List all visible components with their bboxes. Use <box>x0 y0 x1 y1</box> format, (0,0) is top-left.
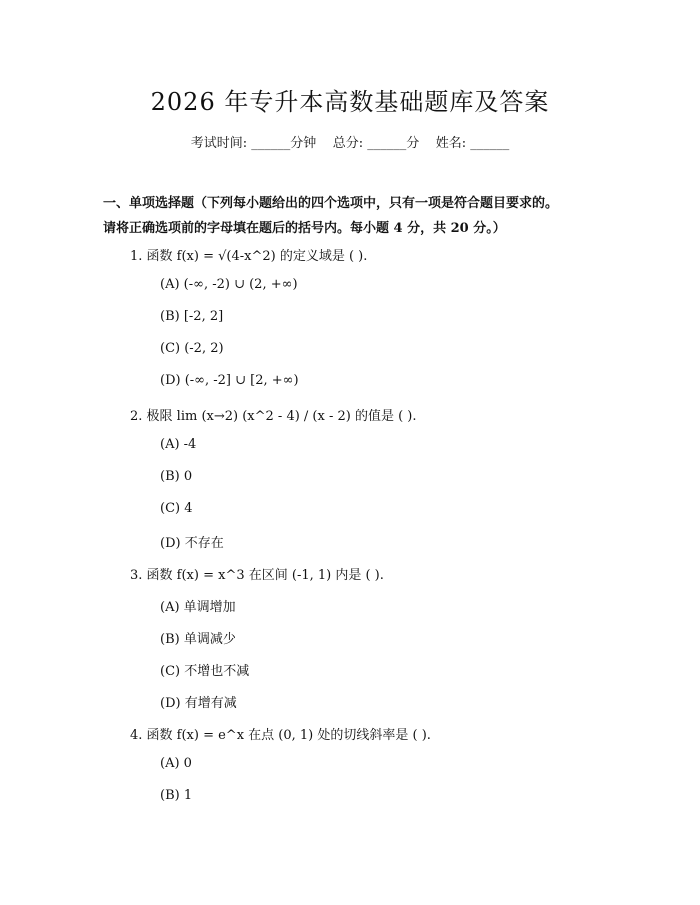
option-2c: (C) 4 <box>160 501 193 516</box>
option-2d: (D) 不存在 <box>160 536 224 551</box>
document-title: 2026 年专升本高数基础题库及答案 <box>150 88 550 116</box>
option-3d: (D) 有增有减 <box>160 696 237 711</box>
option-3c: (C) 不增也不减 <box>160 664 250 679</box>
option-2a: (A) -4 <box>160 437 197 452</box>
option-2b: (B) 0 <box>160 469 193 484</box>
option-1b: (B) [-2, 2] <box>160 309 224 324</box>
question-1: 1. 函数 f(x) = √(4-x^2) 的定义域是 ( ). <box>130 249 368 264</box>
section-header-line: 一、单项选择题（下列每小题给出的四个选项中，只有一项是符合题目要求的。 <box>103 196 559 211</box>
option-3a: (A) 单调增加 <box>160 600 236 615</box>
section-header-line: 请将正确选项前的字母填在题后的括号内。每小题 4 分，共 20 分。） <box>103 221 506 236</box>
option-1a: (A) (-∞, -2) ∪ (2, +∞) <box>160 277 298 292</box>
option-3b: (B) 单调减少 <box>160 632 236 647</box>
question-2: 2. 极限 lim (x→2) (x^2 - 4) / (x - 2) 的值是 ( ). <box>130 409 417 424</box>
exam-meta-line: 考试时间: ______分钟 总分: ______分 姓名: ______ <box>190 136 510 151</box>
option-4b: (B) 1 <box>160 788 193 803</box>
option-1c: (C) (-2, 2) <box>160 341 224 356</box>
question-4: 4. 函数 f(x) = e^x 在点 (0, 1) 处的切线斜率是 ( ). <box>130 728 431 743</box>
option-1d: (D) (-∞, -2] ∪ [2, +∞) <box>160 373 299 388</box>
option-4a: (A) 0 <box>160 756 192 771</box>
section-header <box>103 191 603 241</box>
question-3: 3. 函数 f(x) = x^3 在区间 (-1, 1) 内是 ( ). <box>130 568 384 583</box>
